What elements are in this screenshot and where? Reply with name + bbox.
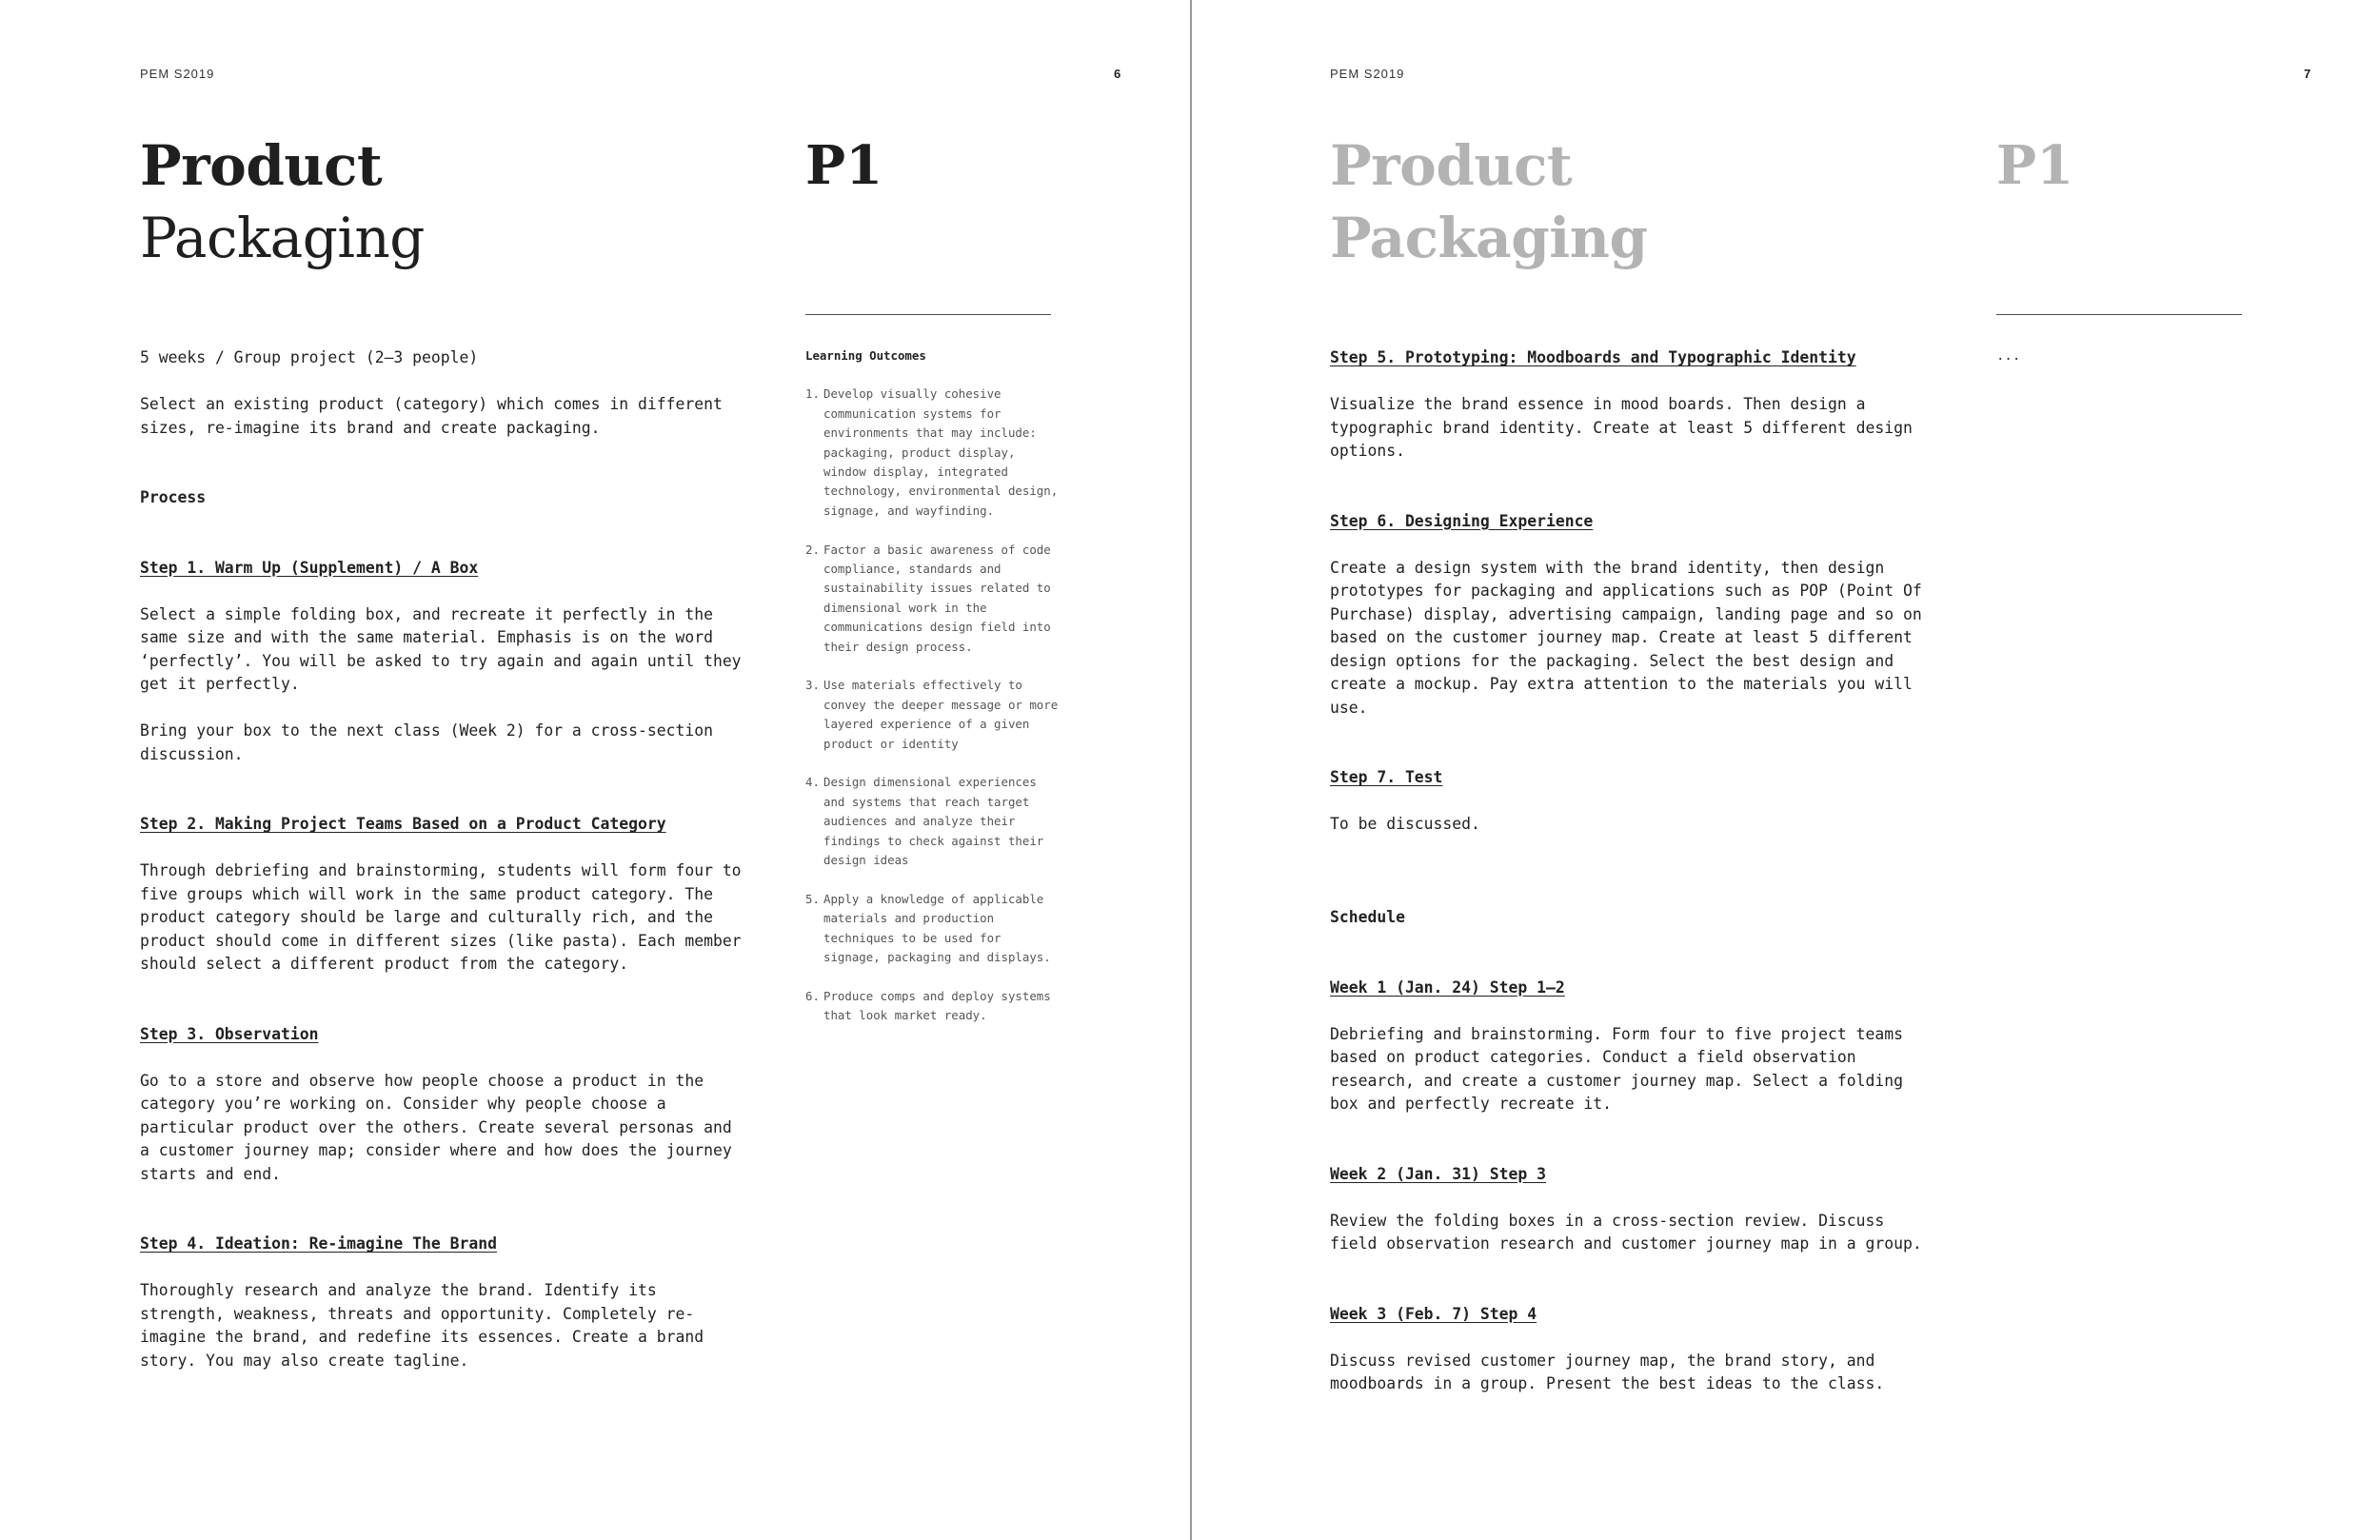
schedule-week-text: Debriefing and brainstorming. Form four to five project teams based on product categories. Conduct a field observation research, and create a customer journey map. Select a folding box and perfectly recreate it. xyxy=(1330,1024,1903,1113)
step-heading: Step 4. Ideation: Re-imagine The Brand xyxy=(140,1234,497,1253)
list-item-text: Develop visually cohesive communication systems for environments that may include: packaging, product display, window display, integrated technology, environmental design, signage, and wayfinding. xyxy=(823,386,1059,518)
step-paragraph: Through debriefing and brainstorming, students will form four to five groups which will work in the same product category. The product category should be large and culturally rich, and the product should come in different sizes (like pasta). Each member should select a different product from the category. xyxy=(140,861,742,973)
page-number: 7 xyxy=(2304,67,2311,81)
sidebar-rule xyxy=(1996,314,2242,315)
main-column xyxy=(1330,346,1939,1443)
running-head: PEM S2019 xyxy=(1330,67,1405,81)
running-head: PEM S2019 xyxy=(140,67,215,81)
list-item-number: 2. xyxy=(805,542,820,557)
learning-outcomes-list xyxy=(805,385,1062,1025)
step-heading: Step 3. Observation xyxy=(140,1024,319,1043)
list-item-text: Design dimensional experiences and systems that reach target audiences and analyze their findings to check against their design ideas xyxy=(823,775,1044,868)
step-paragraph: Thoroughly research and analyze the brand. Identify its strength, weakness, threats and opportunity. Completely re-imagine the brand, and redefine its essences. Create a brand story. You may also create tagline. xyxy=(140,1281,704,1370)
sidebar-title: Learning Outcomes xyxy=(805,348,926,363)
page-title xyxy=(1330,129,1648,274)
title-line-2: Packaging xyxy=(140,206,425,270)
schedule-week-heading: Week 2 (Jan. 31) Step 3 xyxy=(1330,1164,1546,1183)
title-line-1: Product xyxy=(1330,133,1573,198)
sidebar-rule xyxy=(805,314,1051,315)
list-item xyxy=(805,385,1062,521)
step-paragraph: To be discussed. xyxy=(1330,815,1480,833)
right-page xyxy=(1192,0,2380,1540)
step-heading: Step 2. Making Project Teams Based on a Product Category xyxy=(140,815,666,833)
step-paragraph: Select a simple folding box, and recreate it perfectly in the same size and with the same material. Emphasis is on the word ‘perfectly’. You will be asked to try again and again until they get it perfectly. xyxy=(140,604,742,693)
project-code: P1 xyxy=(1996,134,2074,197)
title-line-1: Product xyxy=(140,133,383,198)
schedule-week-heading: Week 3 (Feb. 7) Step 4 xyxy=(1330,1304,1537,1323)
schedule-week-text: Discuss revised customer journey map, the brand story, and moodboards in a group. Present the best ideas to the class. xyxy=(1330,1351,1885,1392)
page-title xyxy=(140,129,425,274)
project-code: P1 xyxy=(805,134,883,197)
list-item-number: 4. xyxy=(805,775,820,790)
list-item-text: Factor a basic awareness of code compliance, standards and sustainability issues related to dimensional work in the communications design field into their design process. xyxy=(823,542,1051,654)
list-item-number: 5. xyxy=(805,891,820,906)
title-line-2: Packaging xyxy=(1330,206,1648,270)
list-item-number: 1. xyxy=(805,386,820,402)
sidebar xyxy=(1996,346,2253,365)
list-item-number: 3. xyxy=(805,678,820,693)
list-item xyxy=(805,773,1062,870)
section-label-schedule: Schedule xyxy=(1330,908,1405,926)
list-item xyxy=(805,541,1062,657)
sidebar-ellipsis: ... xyxy=(1996,348,2021,364)
main-column xyxy=(140,346,749,1419)
step-paragraph: Bring your box to the next class (Week 2) for a cross-section discussion. xyxy=(140,721,713,763)
list-item xyxy=(805,987,1062,1026)
section-label-process: Process xyxy=(140,488,207,506)
learning-outcomes-sidebar xyxy=(805,346,1062,1045)
list-item xyxy=(805,676,1062,754)
step-paragraph: Visualize the brand essence in mood boards. Then design a typographic brand identity. Create at least 5 different design options. xyxy=(1330,395,1913,460)
step-paragraph: Create a design system with the brand identity, then design prototypes for packaging and applications such as POP (Point Of Purchase) display, advertising campaign, landing page and so on based on the customer journey map. Create at least 5 different design options for the packaging. Select the best design and create a mockup. Pay extra attention to the materials you will use. xyxy=(1330,558,1922,717)
step-heading: Step 5. Prototyping: Moodboards and Typographic Identity xyxy=(1330,348,1856,366)
list-item xyxy=(805,890,1062,968)
project-intro: Select an existing product (category) which comes in different sizes, re-imagine its brand and create packaging. xyxy=(140,395,723,437)
list-item-number: 6. xyxy=(805,988,820,1003)
project-meta: 5 weeks / Group project (2–3 people) xyxy=(140,348,479,366)
page-number: 6 xyxy=(1114,67,1121,81)
step-heading: Step 7. Test xyxy=(1330,768,1443,786)
schedule-week-text: Review the folding boxes in a cross-section review. Discuss field observation research and customer journey map in a group. xyxy=(1330,1211,1922,1253)
list-item-text: Use materials effectively to convey the deeper message or more layered experience of a given product or identity xyxy=(823,678,1059,751)
schedule-week-heading: Week 1 (Jan. 24) Step 1–2 xyxy=(1330,977,1565,997)
step-paragraph: Go to a store and observe how people choose a product in the category you’re working on. Consider why people choose a particular product over the others. Create several personas and a customer journey map; consider where and how does the journey starts and end. xyxy=(140,1071,732,1183)
step-heading: Step 1. Warm Up (Supplement) / A Box xyxy=(140,558,479,577)
step-heading: Step 6. Designing Experience xyxy=(1330,511,1594,530)
list-item-text: Produce comps and deploy systems that look market ready. xyxy=(823,988,1051,1023)
list-item-text: Apply a knowledge of applicable materials and production techniques to be used for signage, packaging and displays. xyxy=(823,891,1051,965)
